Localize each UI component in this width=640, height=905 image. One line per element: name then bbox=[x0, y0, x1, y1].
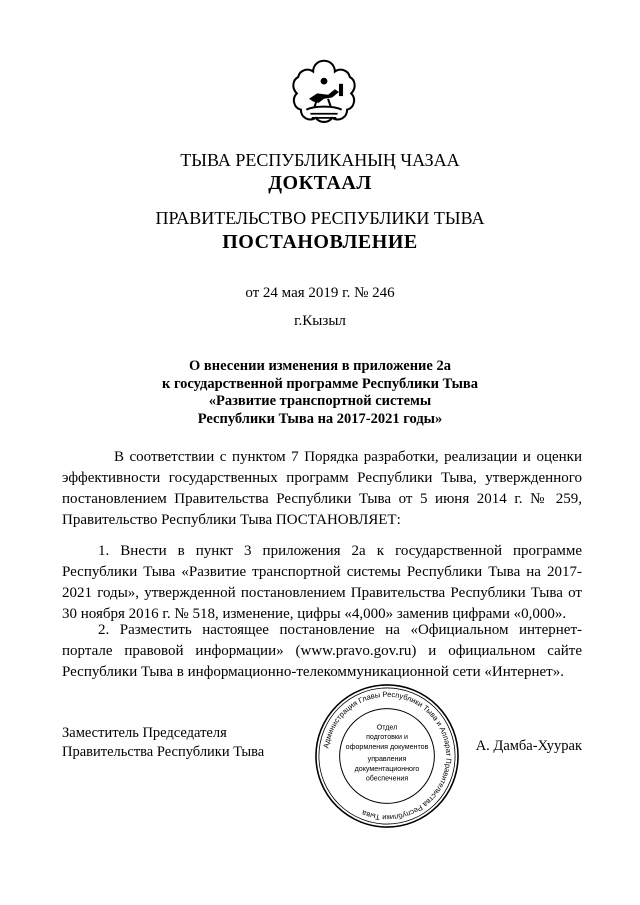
seal-line-1: Отдел bbox=[376, 723, 398, 732]
coat-of-arms-emblem bbox=[290, 58, 358, 126]
seal-ring-text: Администрация Главы Республики Тыва и Аппарат Правительства Республики Тыва bbox=[321, 689, 454, 823]
seal-line-2: подготовки и bbox=[366, 733, 408, 742]
header-tuvan-decree: ДОКТААЛ bbox=[268, 172, 372, 194]
title-line-4: Республики Тыва на 2017-2021 годы» bbox=[197, 410, 443, 427]
clause-1-paragraph bbox=[62, 541, 582, 625]
seal-line-6: обеспечения bbox=[365, 774, 409, 783]
seal-line-5: документационного bbox=[354, 764, 420, 773]
header-tuvan-government: ТЫВА РЕСПУБЛИКАНЫҢ ЧАЗАА bbox=[180, 150, 460, 170]
title-line-3: «Развитие транспортной системы bbox=[208, 393, 432, 409]
clause-2-text: 2. Разместить настоящее постановление на «Официальном интернет-портале правовой информации» (www.pravo.gov.ru) и официальном сайте Республики Тыва в информационно-телекоммуникационной сети «Интернет». bbox=[62, 622, 582, 680]
official-seal-stamp bbox=[313, 682, 461, 830]
header-government: ПРАВИТЕЛЬСТВО РЕСПУБЛИКИ ТЫВА bbox=[155, 208, 485, 228]
header-decree: ПОСТАНОВЛЕНИЕ bbox=[222, 231, 418, 253]
decree-date-number: от 24 мая 2019 г. № 246 bbox=[245, 285, 395, 301]
position-line-2: Правительства Республики Тыва bbox=[62, 744, 265, 760]
decree-city: г.Кызыл bbox=[294, 313, 346, 329]
preamble-text: В соответствии с пунктом 7 Порядка разработки, реализации и оценки эффективности государственных программ Республики Тыва, утвержденного постановлением Правительства Республики Тыва от 5 июня 2014 г. № 259, Правительство Республики Тыва ПОСТАНОВЛЯЕТ: bbox=[62, 449, 582, 528]
decree-title bbox=[100, 358, 540, 428]
seal-line-4: управления bbox=[367, 754, 407, 763]
signatory-position bbox=[62, 724, 292, 762]
position-line-1: Заместитель Председателя bbox=[62, 725, 227, 741]
signatory-name: А. Дамба-Хуурак bbox=[475, 738, 582, 754]
clause-2-paragraph bbox=[62, 620, 582, 683]
preamble-paragraph bbox=[62, 447, 582, 531]
clause-1-text: 1. Внести в пункт 3 приложения 2а к государственной программе Республики Тыва «Развитие транспортной системы Республики Тыва на 2017-2021 годы», утвержденной постановлением Правительства Республики Тыва от 30 ноября 2016 г. № 518, изменение, цифры «4,000» заменив цифрами «0,000». bbox=[62, 543, 582, 622]
title-line-2: к государственной программе Республики Тыва bbox=[161, 375, 479, 392]
seal-line-3: оформления документов bbox=[345, 743, 429, 752]
title-line-1: О внесении изменения в приложение 2а bbox=[189, 358, 451, 374]
